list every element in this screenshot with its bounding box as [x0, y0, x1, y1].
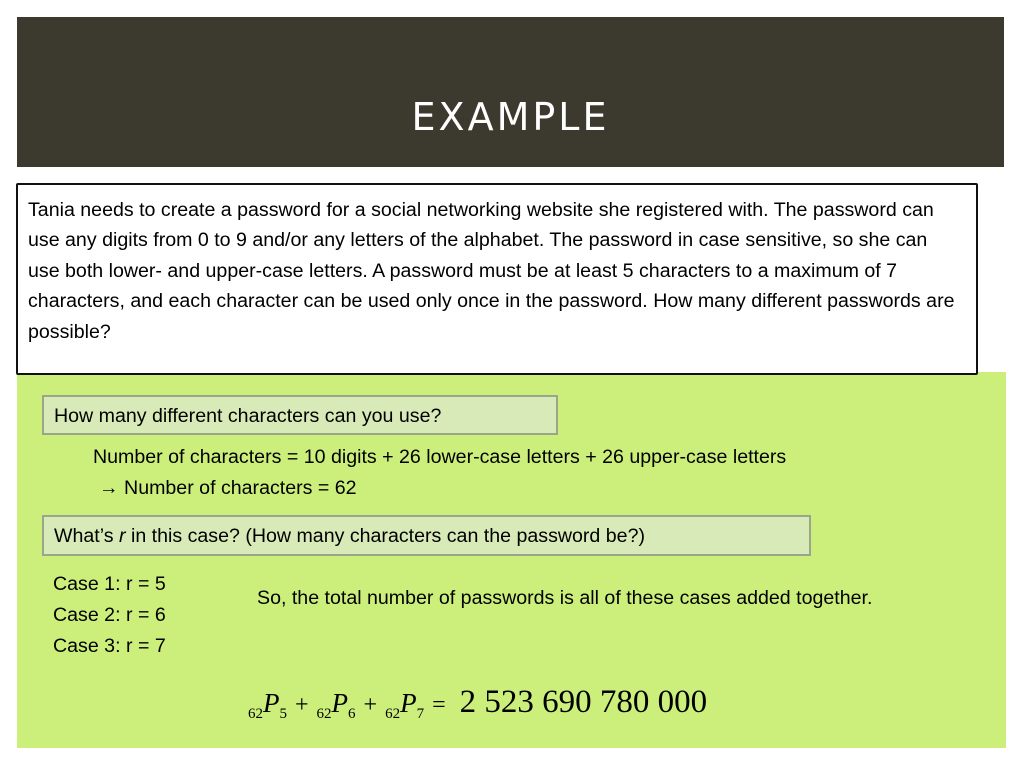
- formula-r-1: 5: [279, 706, 287, 722]
- problem-statement-box: [16, 183, 978, 375]
- formula-equals: =: [432, 692, 446, 718]
- formula-p-3: P: [400, 688, 417, 718]
- slide-title: EXAMPLE: [411, 95, 610, 139]
- question-characters-text: How many different characters can you use?: [54, 405, 442, 427]
- title-banner: [17, 17, 1004, 167]
- formula-result: 2 523 690 780 000: [459, 684, 708, 720]
- problem-statement-text: Tania needs to create a password for a social networking website she registered with. The password can use any digits from 0 to 9 and/or any letters of the alphabet. The password in case sensitive, so she can use both lower- and upper-case letters. A password must be at least 5 characters to a maximum of 7 characters, and each character can be used only once in the password. How many different passwords are possible?: [28, 199, 955, 343]
- formula-n-3: 62: [385, 706, 401, 722]
- characters-line-2: → Number of characters = 62: [99, 477, 357, 499]
- formula-n-1: 62: [248, 706, 263, 722]
- case-item: Case 3: r = 7: [53, 635, 166, 657]
- question-r-suffix: in this case? (How many characters can the password be?): [125, 525, 645, 547]
- formula-plus-2: +: [363, 692, 378, 718]
- formula-n-2: 62: [316, 706, 332, 722]
- characters-line-1: Number of characters = 10 digits + 26 lower-case letters + 26 upper-case letters: [93, 446, 787, 468]
- permutation-formula: [248, 684, 808, 734]
- case-item: Case 2: r = 6: [53, 604, 166, 626]
- formula-p-2: P: [331, 688, 349, 718]
- formula-plus-1: +: [295, 692, 309, 718]
- characters-explanation: [93, 442, 953, 504]
- question-r-prefix: What’s: [54, 525, 119, 547]
- conclusion-text: So, the total number of passwords is all of these cases added together.: [257, 587, 873, 609]
- question-box-characters: [42, 395, 558, 435]
- formula-p-1: P: [263, 688, 280, 718]
- formula-r-3: 7: [416, 706, 425, 722]
- cases-list: [53, 569, 166, 662]
- question-r-variable: r: [118, 525, 126, 547]
- question-box-r: [42, 515, 811, 556]
- case-item: Case 1: r = 5: [53, 573, 166, 595]
- formula-r-2: 6: [348, 706, 356, 722]
